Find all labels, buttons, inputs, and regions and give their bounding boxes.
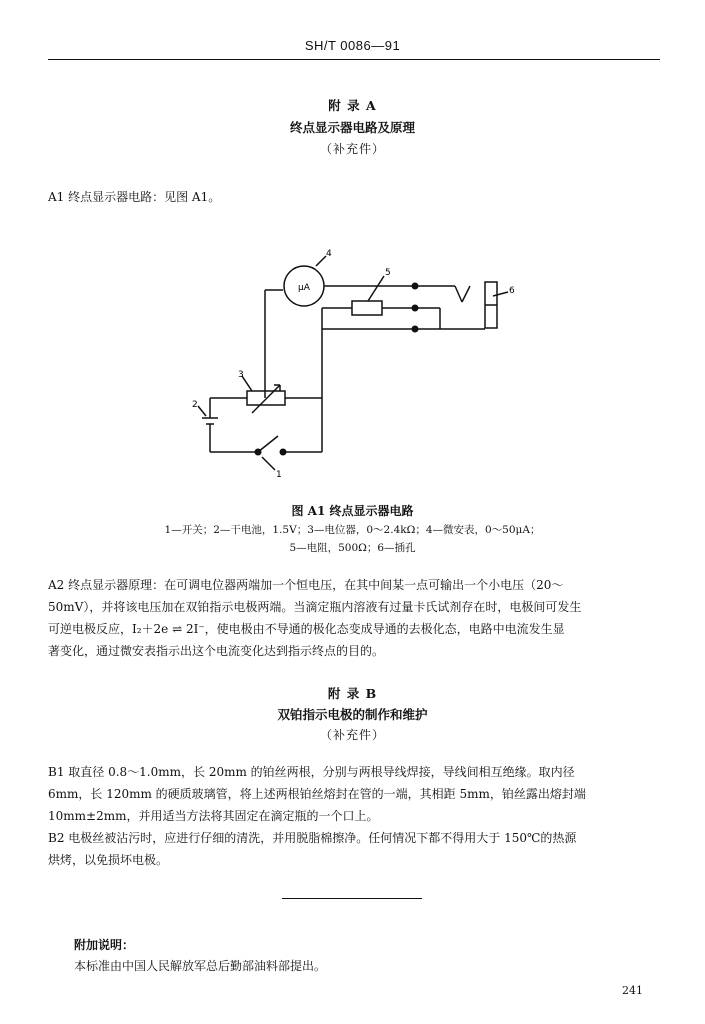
resistor bbox=[352, 301, 382, 315]
callout-2: 2 bbox=[192, 400, 198, 410]
note-body: 本标准由中国人民解放军总后勤部油料部提出。 bbox=[74, 959, 327, 973]
potentiometer-arrow bbox=[252, 385, 280, 413]
callout-4: 4 bbox=[326, 249, 332, 259]
terminal bbox=[412, 283, 419, 290]
terminal bbox=[412, 326, 419, 333]
wire bbox=[462, 286, 470, 302]
figure-legend-line: 1—开关；2—干电池，1.5V；3—电位器，0～2.4kΩ；4—微安表，0～50μA； bbox=[164, 524, 541, 536]
page-number: 241 bbox=[622, 984, 643, 997]
callout-1: 1 bbox=[276, 470, 282, 480]
callout-5: 5 bbox=[385, 268, 391, 278]
paragraph-line: 著变化，通过微安表指示出这个电流变化达到指示终点的目的。 bbox=[48, 644, 385, 658]
paragraph-line: 6mm，长 120mm 的硬质玻璃管，将上述两根铂丝熔封在管的一端，其相距 5mm，铂丝露出熔封端 bbox=[48, 787, 586, 801]
paragraph-line: B1 取直径 0.8～1.0mm，长 20mm 的铂丝两根，分别与两根导线焊接，导线间相互绝缘。取内径 bbox=[48, 765, 575, 779]
circuit-diagram bbox=[0, 0, 705, 500]
paragraph-line: 烘烤，以免损坏电极。 bbox=[48, 853, 169, 867]
appendix-b-label: 附 录 B bbox=[327, 686, 378, 701]
switch-terminal bbox=[280, 449, 287, 456]
callout-6: 6 bbox=[509, 286, 515, 296]
paragraph-line: B2 电极丝被沾污时，应进行仔细的清洗，并用脱脂棉擦净。任何情况下都不得用大于 150℃的热源 bbox=[48, 831, 577, 845]
section-b2 bbox=[48, 827, 660, 871]
paragraph-line: 50mV），并将该电压加在双铂指示电极两端。当滴定瓶内溶液有过量卡氏试剂存在时，电极间可发生 bbox=[48, 600, 582, 614]
paragraph-line: 可逆电极反应，I₂＋2e ⇌ 2I⁻，使电极由不导通的极化态变成导通的去极化态，电路中电流发生显 bbox=[48, 622, 565, 636]
note-heading: 附加说明： bbox=[74, 938, 135, 952]
appendix-a-label: 附 录 A bbox=[328, 98, 377, 113]
appendix-b-title: 双铂指示电极的制作和维护 bbox=[277, 707, 428, 722]
paragraph-line: A2 终点显示器原理：在可调电位器两端加一个恒电压，在其中间某一点可输出一个小电压（20～ bbox=[48, 578, 564, 592]
section-separator bbox=[282, 898, 422, 899]
wire bbox=[455, 286, 462, 302]
section-a1: A1 终点显示器电路：见图 A1。 bbox=[48, 190, 221, 204]
appendix-b-subtitle: （补充件） bbox=[319, 728, 385, 742]
standard-number: SH/T 0086—91 bbox=[304, 38, 401, 53]
switch-blade bbox=[258, 436, 278, 452]
section-b1 bbox=[48, 761, 660, 827]
appendix-a-subtitle: （补充件） bbox=[319, 142, 385, 156]
figure-legend-line: 5—电阻，500Ω；6—插孔 bbox=[289, 542, 416, 554]
terminal bbox=[412, 305, 419, 312]
callout-3: 3 bbox=[238, 370, 244, 380]
meter-label: μA bbox=[298, 283, 310, 293]
appendix-a-title: 终点显示器电路及原理 bbox=[289, 120, 415, 135]
figure-caption: 图 A1 终点显示器电路 bbox=[291, 504, 414, 518]
switch-terminal bbox=[255, 449, 262, 456]
paragraph-line: 10mm±2mm，并用适当方法将其固定在滴定瓶的一个口上。 bbox=[48, 809, 379, 823]
section-a2 bbox=[48, 574, 660, 662]
